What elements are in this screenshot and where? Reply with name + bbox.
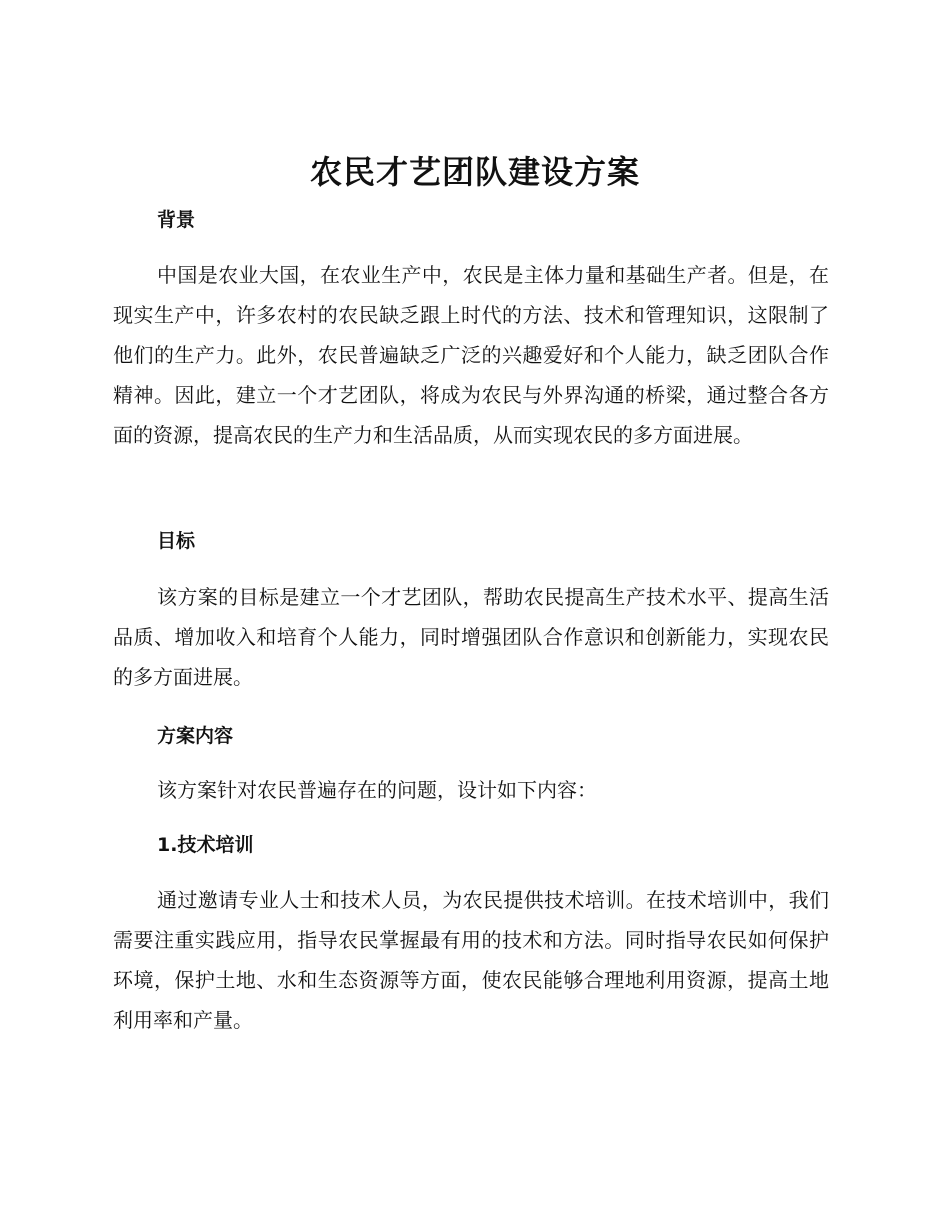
section-paragraph-plan-content: 该方案针对农民普遍存在的问题，设计如下内容： (157, 778, 597, 802)
document-title: 农民才艺团队建设方案 (309, 153, 640, 191)
section-paragraph-goal: 该方案的目标是建立一个才艺团队，帮助农民提高生产技术水平、提高生活品质、增加收入和培育个人能力，同时增强团队合作意识和创新能力，实现农民的多方面进展。 (113, 585, 829, 689)
section-paragraph-background: 中国是农业大国，在农业生产中，农民是主体力量和基础生产者。但是，在现实生产中，许多农村的农民缺乏跟上时代的方法、技术和管理知识，这限制了他们的生产力。此外，农民普遍缺乏广泛的兴趣爱好和个人能力，缺乏团队合作精神。因此，建立一个才艺团队，将成为农民与外界沟通的桥梁，通过整合各方面的资源，提高农民的生产力和生活品质，从而实现农民的多方面进展。 (113, 263, 829, 447)
section-paragraph-technical-training: 通过邀请专业人士和技术人员，为农民提供技术培训。在技术培训中，我们需要注重实践应用，指导农民掌握最有用的技术和方法。同时指导农民如何保护环境，保护土地、水和生态资源等方面，使农民能够合理地利用资源，提高土地利用率和产量。 (113, 888, 829, 1032)
section-heading-plan-content: 方案内容 (157, 725, 234, 747)
section-heading-technical-training: 1.技术培训 (157, 834, 254, 856)
section-heading-goal: 目标 (157, 530, 196, 552)
section-heading-background: 背景 (157, 209, 196, 231)
